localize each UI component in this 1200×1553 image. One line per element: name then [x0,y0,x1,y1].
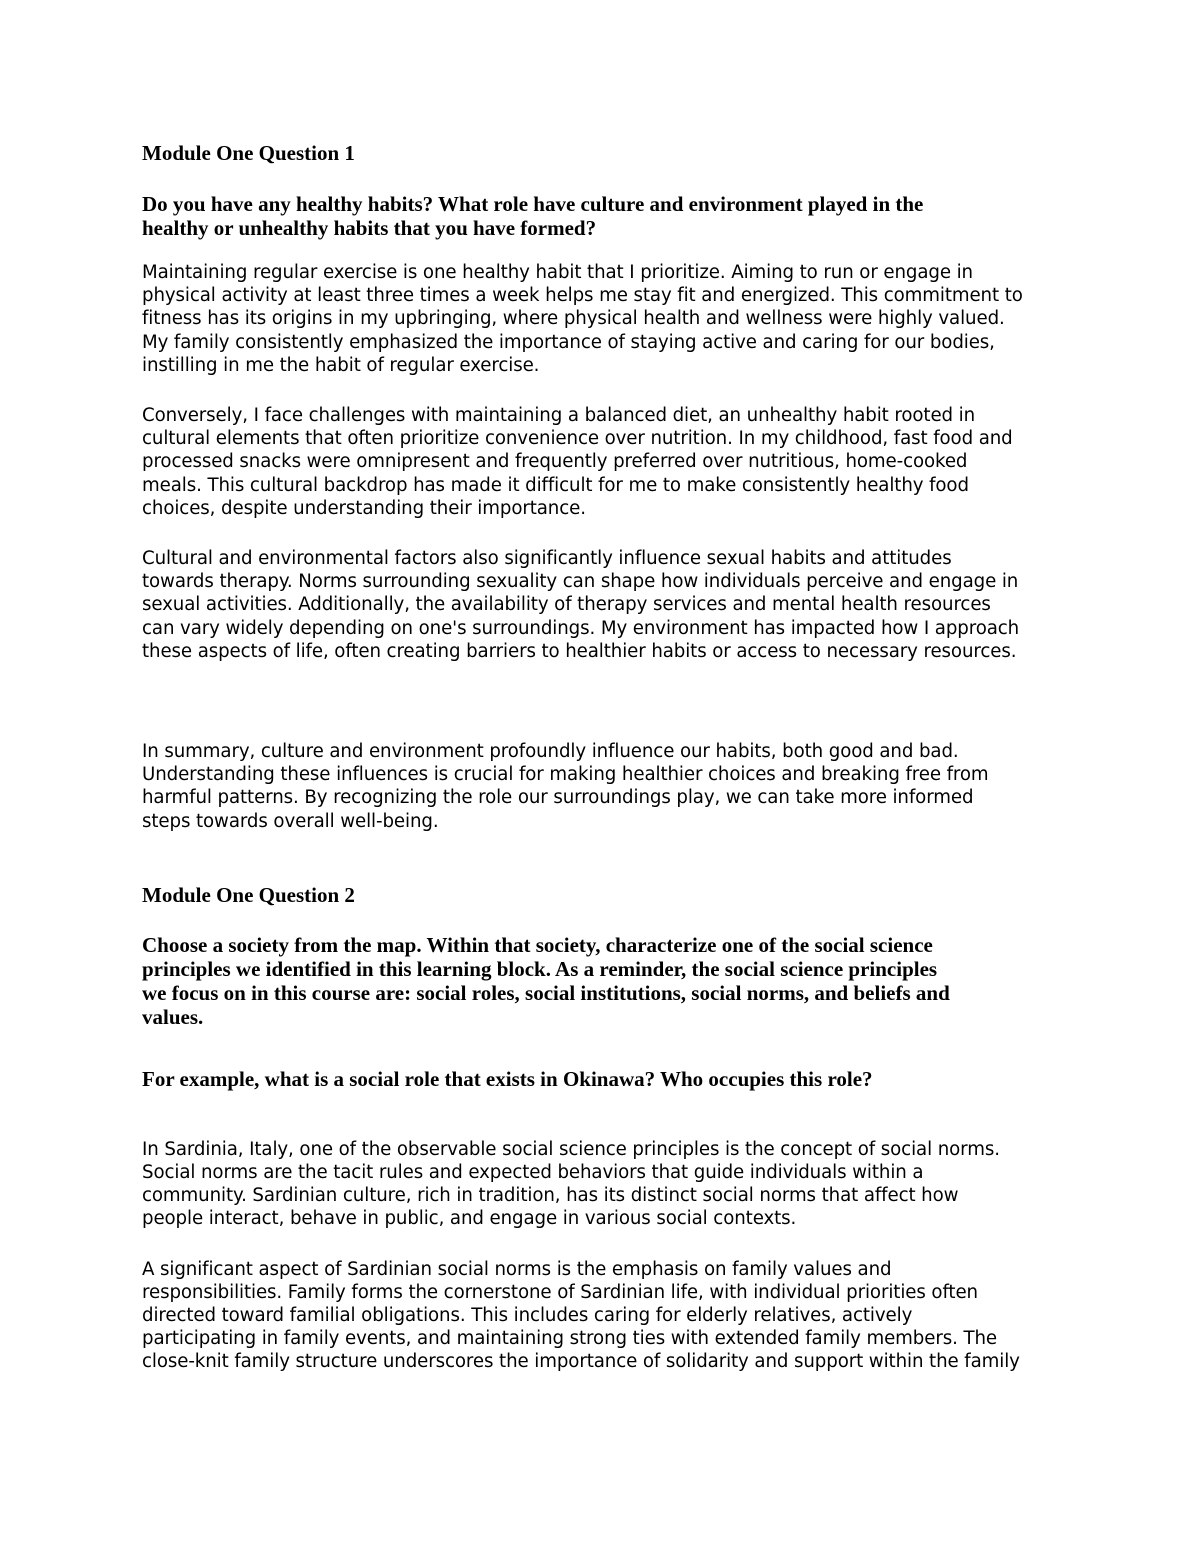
text-line: instilling in me the habit of regular exercise. [142,354,540,376]
paragraph [142,261,1067,377]
question-line: values. [142,1004,204,1029]
text-line: A significant aspect of Sardinian social norms is the emphasis on family values and [142,1258,892,1280]
text-line: My family consistently emphasized the importance of staying active and caring for our bodies, [142,331,995,353]
text-line: community. Sardinian culture, rich in tradition, has its distinct social norms that affect how [142,1185,959,1207]
question-line: For example, what is a social role that exists in Okinawa? Who occupies this role? [142,1066,873,1091]
text-line: sexual activities. Additionally, the availability of therapy services and mental health resources [142,594,991,616]
module1-heading: Module One Question 1 [142,141,355,165]
text-line: harmful patterns. By recognizing the role our surroundings play, we can take more informed [142,787,974,809]
text-line: close-knit family structure underscores the importance of solidarity and support within the family [142,1351,1020,1373]
question-line: Choose a society from the map. Within that society, characterize one of the social science [142,932,933,957]
text-line: processed snacks were omnipresent and frequently preferred over nutritious, home-cooked [142,451,968,473]
question-line: healthy or unhealthy habits that you have formed? [142,216,597,240]
paragraph [142,547,1067,663]
text-line: In Sardinia, Italy, one of the observable social science principles is the concept of social norms. [142,1138,1000,1160]
paragraph [142,404,1067,520]
text-line: can vary widely depending on one's surroundings. My environment has impacted how I approach [142,617,1020,639]
question-line: principles we identified in this learning block. As a reminder, the social science principles [142,956,938,981]
module2-example [142,1067,1067,1091]
text-line: Social norms are the tacit rules and expected behaviors that guide individuals within a [142,1162,924,1184]
paragraph [142,740,1067,833]
text-line: towards therapy. Norms surrounding sexuality can shape how individuals perceive and engage in [142,571,1019,593]
module2-question [142,933,1067,1029]
text-line: Understanding these influences is crucial for making healthier choices and breaking free from [142,764,989,786]
text-line: cultural elements that often prioritize convenience over nutrition. In my childhood, fast food and [142,428,1013,450]
text-line: directed toward familial obligations. This includes caring for elderly relatives, actively [142,1305,913,1327]
document-body [142,140,1067,1374]
paragraph [142,1258,1067,1374]
text-line: physical activity at least three times a week helps me stay fit and energized. This commitment to [142,285,1023,307]
text-line: In summary, culture and environment profoundly influence our habits, both good and bad. [142,741,959,763]
text-line: Conversely, I face challenges with maintaining a balanced diet, an unhealthy habit rooted in [142,405,976,427]
text-line: choices, despite understanding their importance. [142,497,586,519]
text-line: people interact, behave in public, and engage in various social contexts. [142,1208,797,1230]
text-line: responsibilities. Family forms the cornerstone of Sardinian life, with individual priorities often [142,1281,978,1303]
text-line: Cultural and environmental factors also significantly influence sexual habits and attitudes [142,548,952,570]
text-line: participating in family events, and maintaining strong ties with extended family members. The [142,1328,997,1350]
module1-question [142,192,1067,240]
text-line: steps towards overall well-being. [142,810,439,832]
text-line: these aspects of life, often creating barriers to healthier habits or access to necessary resources. [142,640,1017,662]
paragraph [142,1138,1067,1231]
text-line: meals. This cultural backdrop has made it difficult for me to make consistently healthy food [142,474,969,496]
question-line: we focus on in this course are: social roles, social institutions, social norms, and beliefs and [142,980,950,1005]
text-line: fitness has its origins in my upbringing, where physical health and wellness were highly valued. [142,308,1005,330]
question-line: Do you have any healthy habits? What role have culture and environment played in the [142,192,924,216]
module2-heading: Module One Question 2 [142,882,355,907]
text-line: Maintaining regular exercise is one healthy habit that I prioritize. Aiming to run or engage in [142,262,973,283]
